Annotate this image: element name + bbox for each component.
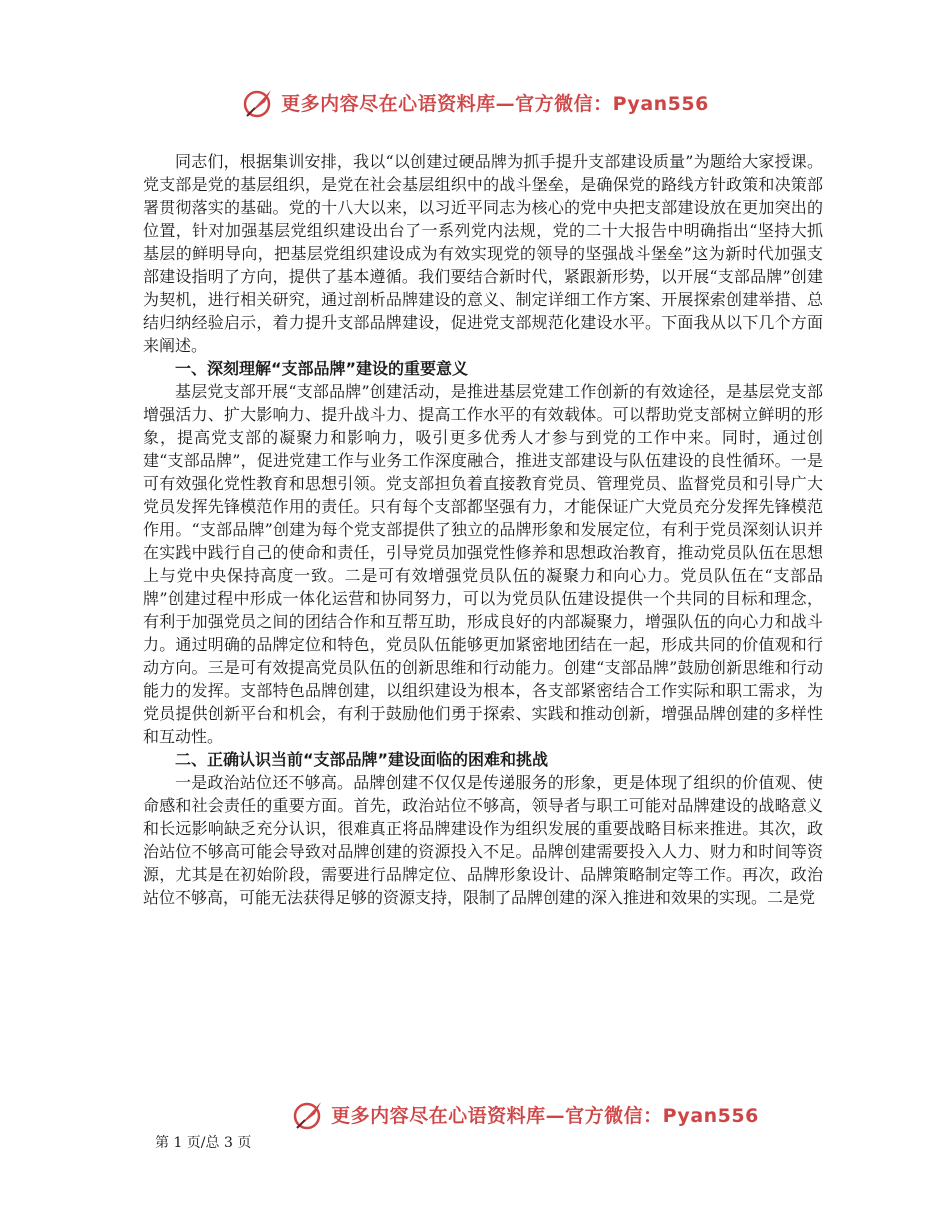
page-number: 第 1 页/总 3 页 [155,1135,252,1151]
intro-paragraph: 同志们，根据集训安排，我以“以创建过硬品牌为抓手提升支部建设质量”为题给大家授课。党支部是党的基层组织，是党在社会基层组织中的战斗堡垒，是确保党的路线方针政策和决策部署贯彻落实的基础。党的十八大以来，以习近平同志为核心的党中央把支部建设放在更加突出的位置，针对加强基层党组织建设出台了一系列党内法规，党的二十大报告中明确指出“坚持大抓基层的鲜明导向，把基层党组织建设成为有效实现党的领导的坚强战斗堡垒”这为新时代加强支部建设指明了方向，提供了基本遵循。我们要结合新时代，紧跟新形势，以开展“支部品牌”创建为契机，进行相关研究，通过剖析品牌建设的意义、制定详细工作方案、开展探索创建举措、总结归纳经验启示，着力提升支部品牌建设，促进党支部规范化建设水平。下面我从以下几个方面来阐述。 [143,152,823,355]
banner-text: 更多内容尽在心语资料库—官方微信：Pyan556 [331,1104,759,1127]
header-banner [0,82,950,122]
section-heading-2: 二、正确认识当前“支部品牌”建设面临的困难和挑战 [175,750,549,769]
banner-text: 更多内容尽在心语资料库—官方微信：Pyan556 [281,92,709,115]
footer-banner [50,1094,950,1134]
section-paragraph-1: 基层党支部开展“支部品牌”创建活动，是推进基层党建工作创新的有效途径，是基层党支部增强活力、扩大影响力、提升战斗力、提高工作水平的有效载体。可以帮助党支部树立鲜明的形象，提高党支部的凝聚力和影响力，吸引更多优秀人才参与到党的工作中来。同时，通过创建“支部品牌”，促进党建工作与业务工作深度融合，推进支部建设与队伍建设的良性循环。一是可有效强化党性教育和思想引领。党支部担负着直接教育党员、管理党员、监督党员和引导广大党员发挥先锋模范作用的责任。只有每个支部都坚强有力，才能保证广大党员充分发挥先锋模范作用。“支部品牌”创建为每个党支部提供了独立的品牌形象和发展定位，有利于党员深刻认识并在实践中践行自己的使命和责任，引导党员加强党性修养和思想政治教育，推动党员队伍在思想上与党中央保持高度一致。二是可有效增强党员队伍的凝聚力和向心力。党员队伍在“支部品牌”创建过程中形成一体化运营和协同努力，可以为党员队伍建设提供一个共同的目标和理念，有利于加强党员之间的团结合作和互帮互助，形成良好的内部凝聚力，增强队伍的向心力和战斗力。通过明确的品牌定位和特色，党员队伍能够更加紧密地团结在一起，形成共同的价值观和行动方向。三是可有效提高党员队伍的创新思维和行动能力。创建“支部品牌”鼓励创新思维和行动能力的发挥。支部特色品牌创建，以组织建设为根本，各支部紧密结合工作实际和职工需求，为党员提供创新平台和机会，有利于鼓励他们勇于探索、实践和推动创新，增强品牌创建的多样性和互动性。 [143,382,823,746]
section-heading-1: 一、深刻理解“支部品牌”建设的重要意义 [175,359,469,378]
quill-pen-logo-icon [241,84,277,120]
quill-pen-logo-icon [291,1096,327,1132]
section-paragraph-2: 一是政治站位还不够高。品牌创建不仅仅是传递服务的形象，更是体现了组织的价值观、使命感和社会责任的重要方面。首先，政治站位不够高，领导者与职工可能对品牌建设的战略意义和长远影响缺乏充分认识，很难真正将品牌建设作为组织发展的重要战略目标来推进。其次，政治站位不够高可能会导致对品牌创建的资源投入不足。品牌创建需要投入人力、财力和时间等资源，尤其是在初始阶段，需要进行品牌定位、品牌形象设计、品牌策略制定等工作。再次，政治站位不够高，可能无法获得足够的资源支持，限制了品牌创建的深入推进和效果的实现。二是党 [143,773,823,907]
document-body [143,150,823,909]
